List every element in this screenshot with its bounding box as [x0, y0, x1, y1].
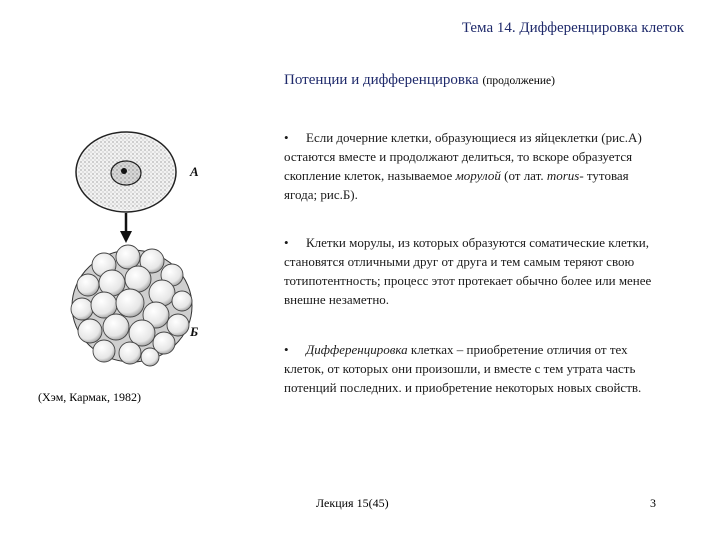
bullet-2-text: Клетки морулы, из которых образуются соматические клетки, становятся отличными друг от друга и тем самым теряют свою тотипотентность; процесс этот протекает обычно более или менее внешне незаметно.	[284, 235, 652, 307]
figure-label-b: Б	[190, 324, 199, 339]
figure-label-a: А	[190, 164, 199, 179]
bullet-1-text-middle: (от лат.	[500, 168, 547, 183]
bullet-marker: •	[284, 130, 289, 145]
bullet-3-italic-term: Дифференцировка	[306, 342, 408, 357]
bullet-3-text: клетках – приобретение отличия от тех клеток, от которых они произошли, и вместе с тем утрата часть потенций последних. и приобретение некоторых новых свойств.	[284, 342, 642, 395]
section-continuation: (продолжение)	[482, 75, 555, 87]
down-arrow-icon	[120, 213, 132, 243]
bullet-1-latin-term: morus	[546, 168, 580, 183]
section-heading	[284, 72, 555, 89]
figure-caption: (Хэм, Кармак, 1982)	[38, 390, 141, 404]
bullet-1-italic-term: морулой	[455, 168, 501, 183]
bullet-paragraph-2	[284, 233, 656, 309]
bullet-marker: •	[284, 235, 289, 250]
egg-cell	[76, 132, 176, 212]
bullet-1-text-before: Если дочерние клетки, образующиеся из яйцеклетки (рис.А) остаются вместе и продолжают делиться, то вскоре образуется скопление клеток, называемое	[284, 130, 642, 183]
footer-lecture: Лекция 15(45)	[316, 496, 389, 510]
bullet-paragraph-3	[284, 340, 656, 397]
bullet-marker: •	[284, 342, 289, 357]
bullet-1-text-after: - тутовая ягода; рис.Б).	[284, 168, 629, 202]
bullet-paragraph-1	[284, 128, 656, 204]
page-number: 3	[650, 496, 656, 510]
cell-division-figure	[60, 125, 220, 370]
morula-cluster	[71, 245, 192, 366]
section-heading-text: Потенции и дифференцировка	[284, 72, 479, 88]
page-title: Тема 14. Дифференцировка клеток	[461, 20, 684, 36]
